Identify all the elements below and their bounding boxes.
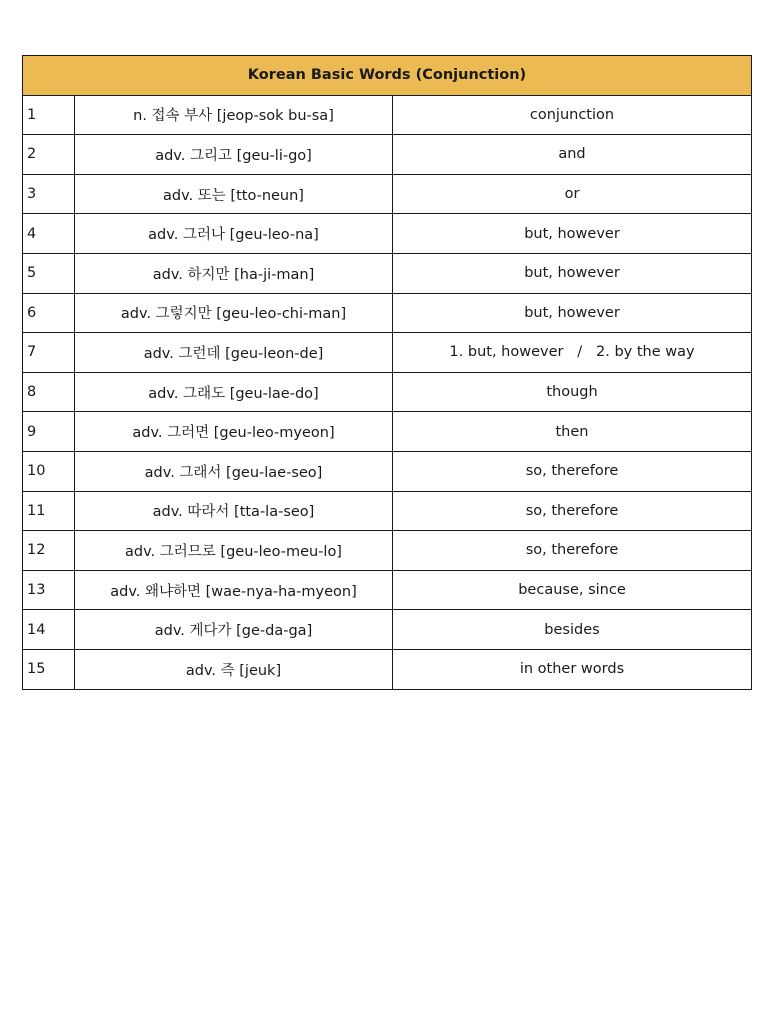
row-word: n. 접속 부사 [jeop-sok bu-sa]	[75, 95, 393, 135]
row-word: adv. 그래서 [geu-lae-seo]	[75, 451, 393, 491]
row-number: 4	[23, 214, 75, 254]
row-number: 1	[23, 95, 75, 135]
table-row	[23, 372, 752, 412]
vocabulary-table	[22, 55, 752, 690]
table-row	[23, 570, 752, 610]
table-row	[23, 253, 752, 293]
table-row	[23, 95, 752, 135]
row-meaning: though	[393, 372, 752, 412]
table-row	[23, 174, 752, 214]
table-row	[23, 531, 752, 571]
row-meaning: besides	[393, 610, 752, 650]
row-word: adv. 왜냐하면 [wae-nya-ha-myeon]	[75, 570, 393, 610]
row-word: adv. 게다가 [ge-da-ga]	[75, 610, 393, 650]
row-word: adv. 그래도 [geu-lae-do]	[75, 372, 393, 412]
row-number: 8	[23, 372, 75, 412]
row-number: 5	[23, 253, 75, 293]
vocabulary-sheet	[22, 55, 751, 690]
row-meaning: but, however	[393, 214, 752, 254]
row-meaning: conjunction	[393, 95, 752, 135]
table-row	[23, 649, 752, 689]
table-row	[23, 412, 752, 452]
row-number: 11	[23, 491, 75, 531]
row-meaning: 1. but, however / 2. by the way	[393, 333, 752, 373]
row-number: 3	[23, 174, 75, 214]
row-meaning: so, therefore	[393, 451, 752, 491]
row-number: 14	[23, 610, 75, 650]
row-word: adv. 그러므로 [geu-leo-meu-lo]	[75, 531, 393, 571]
row-meaning: so, therefore	[393, 491, 752, 531]
table-row	[23, 451, 752, 491]
row-word: adv. 그런데 [geu-leon-de]	[75, 333, 393, 373]
row-number: 15	[23, 649, 75, 689]
row-number: 2	[23, 135, 75, 175]
table-row	[23, 293, 752, 333]
row-word: adv. 또는 [tto-neun]	[75, 174, 393, 214]
table-title: Korean Basic Words (Conjunction)	[23, 56, 752, 96]
row-number: 6	[23, 293, 75, 333]
table-row	[23, 135, 752, 175]
row-word: adv. 즉 [jeuk]	[75, 649, 393, 689]
row-word: adv. 그렇지만 [geu-leo-chi-man]	[75, 293, 393, 333]
row-number: 12	[23, 531, 75, 571]
row-meaning: but, however	[393, 253, 752, 293]
row-word: adv. 그리고 [geu-li-go]	[75, 135, 393, 175]
row-word: adv. 그러면 [geu-leo-myeon]	[75, 412, 393, 452]
row-number: 7	[23, 333, 75, 373]
row-meaning: and	[393, 135, 752, 175]
row-word: adv. 그러나 [geu-leo-na]	[75, 214, 393, 254]
row-meaning: so, therefore	[393, 531, 752, 571]
table-row	[23, 610, 752, 650]
table-title-row	[23, 56, 752, 96]
row-word: adv. 하지만 [ha-ji-man]	[75, 253, 393, 293]
row-word: adv. 따라서 [tta-la-seo]	[75, 491, 393, 531]
table-row	[23, 333, 752, 373]
row-number: 13	[23, 570, 75, 610]
table-row	[23, 214, 752, 254]
row-meaning: because, since	[393, 570, 752, 610]
row-meaning: in other words	[393, 649, 752, 689]
row-meaning: or	[393, 174, 752, 214]
row-number: 9	[23, 412, 75, 452]
row-meaning: but, however	[393, 293, 752, 333]
row-meaning: then	[393, 412, 752, 452]
row-number: 10	[23, 451, 75, 491]
table-row	[23, 491, 752, 531]
